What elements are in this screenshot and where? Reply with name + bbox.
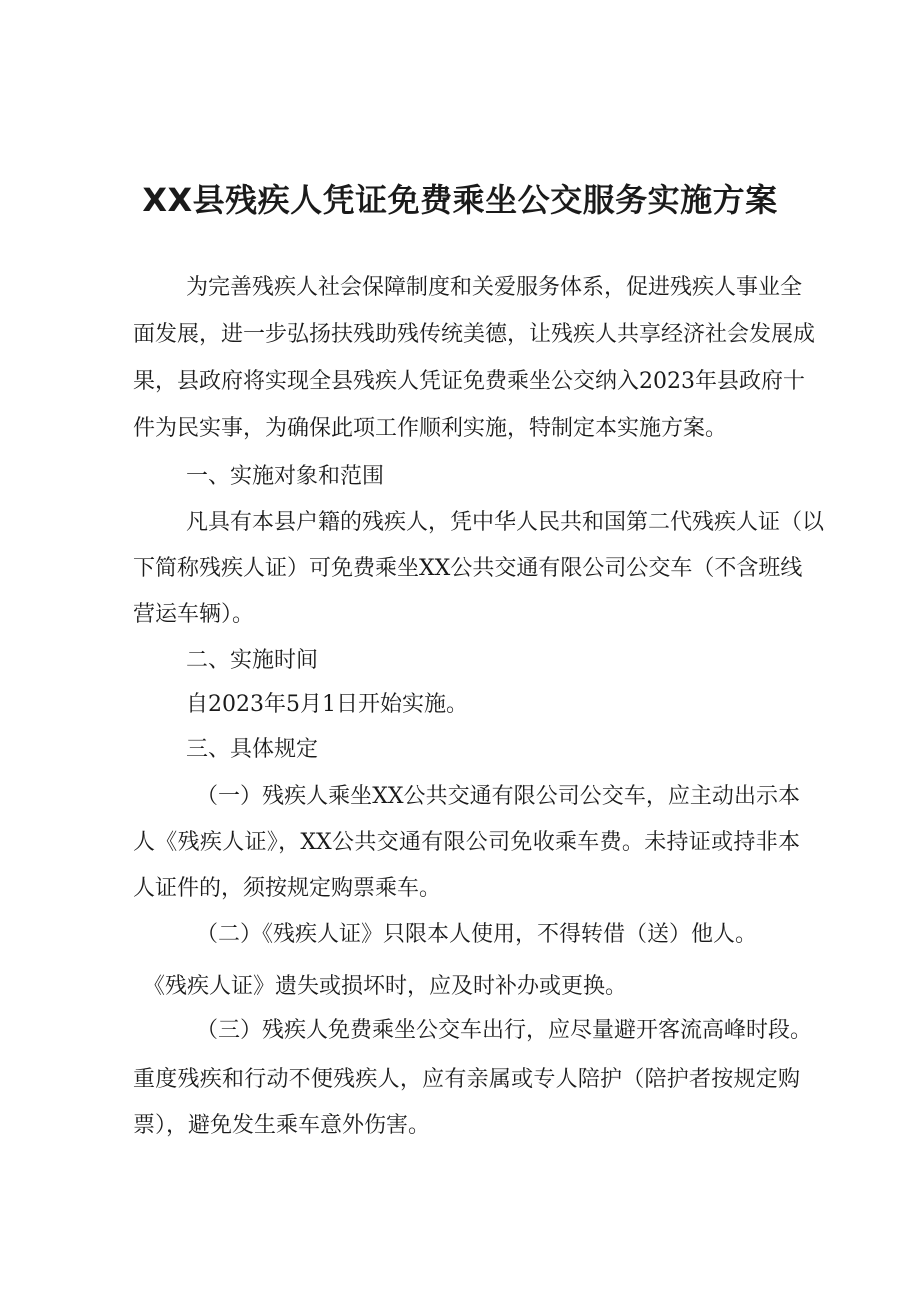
rule3-line-2: 重度残疾和行动不便残疾人，应有亲属或专人陪护（陪护者按规定购 xyxy=(133,1067,800,1092)
rule1-line-3: 人证件的，须按规定购票乘车。 xyxy=(133,876,442,901)
scope-line-3: 营运车辆）。 xyxy=(133,602,255,627)
intro-line-2: 面发展，进一步弘扬扶残助残传统美德，让残疾人共享经济社会发展成 xyxy=(133,322,816,347)
scope-line-1: 凡具有本县户籍的残疾人，凭中华人民共和国第二代残疾人证（以 xyxy=(186,510,825,535)
rule2-line-1: （二）《残疾人证》只限本人使用，不得转借（送）他人。 xyxy=(196,922,758,947)
rule1-line-2: 人《残疾人证》，XX公共交通有限公司免收乘车费。未持证或持非本 xyxy=(133,830,800,855)
rule3-line-3: 票），避免发生乘车意外伤害。 xyxy=(133,1113,431,1138)
rule1-line-1: （一）残疾人乘坐XX公共交通有限公司公交车，应主动出示本 xyxy=(196,784,800,809)
intro-line-4: 件为民实事，为确保此项工作顺利实施，特制定本实施方案。 xyxy=(133,416,728,441)
scope-line-2: 下简称残疾人证）可免费乘坐XX公共交通有限公司公交车（不含班线 xyxy=(133,556,803,581)
time-line: 自2023年5月1日开始实施。 xyxy=(186,692,468,717)
section-heading-rules: 三、具体规定 xyxy=(186,737,319,762)
intro-line-3: 果，县政府将实现全县残疾人凭证免费乘坐公交纳入2023年县政府十 xyxy=(133,369,805,394)
rule3-line-1: （三）残疾人免费乘坐公交车出行，应尽量避开客流高峰时段。 xyxy=(196,1018,813,1043)
section-heading-time: 二、实施时间 xyxy=(186,648,319,673)
document-title: XX县残疾人凭证免费乘坐公交服务实施方案 xyxy=(142,181,778,219)
section-heading-scope: 一、实施对象和范围 xyxy=(186,464,385,489)
intro-line-1: 为完善残疾人社会保障制度和关爱服务体系，促进残疾人事业全 xyxy=(186,275,803,300)
rule2-line-2: 《残疾人证》遗失或损坏时，应及时补办或更换。 xyxy=(143,974,628,999)
